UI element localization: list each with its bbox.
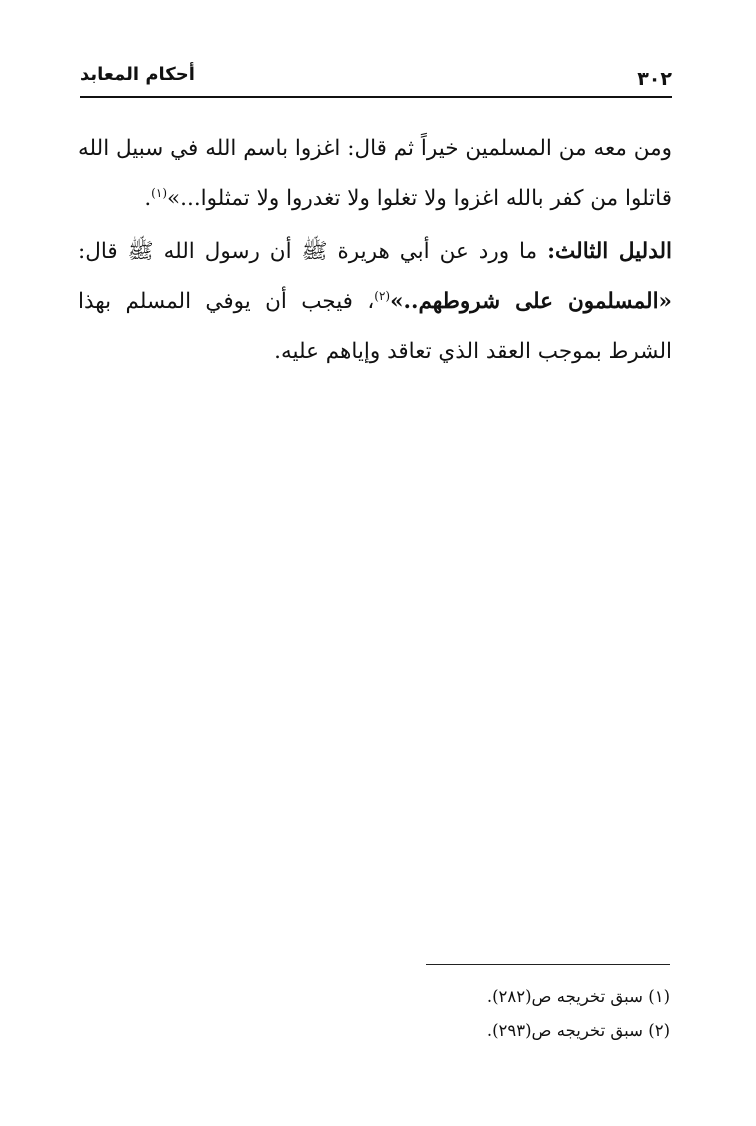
hadith-quote: «المسلمون على شروطهم..»: [390, 289, 672, 314]
footnotes: [300, 980, 670, 1048]
footnote-separator: [426, 964, 670, 965]
paragraph-text: ومن معه من المسلمين خيراً ثم قال: اغزوا باسم الله في سبيل الله قاتلوا من كفر بالله اغزوا ولا تغلوا ولا تغدروا ولا تمثلوا...»: [78, 136, 672, 211]
footnote: [300, 980, 670, 1014]
footnote-ref: (٢): [374, 288, 391, 303]
footnote-ref: (١): [151, 185, 167, 200]
footnote-text: سبق تخريجه ص(٢٩٣).: [486, 1021, 643, 1040]
footnote-text: سبق تخريجه ص(٢٨٢).: [486, 987, 643, 1006]
running-title: أحكام المعابد: [80, 64, 195, 85]
footnote-number: (١): [648, 987, 670, 1006]
paragraph-end: .: [144, 186, 152, 211]
paragraph-text: ما ورد عن أبي هريرة ﷺ أن رسول الله ﷺ قال:: [78, 239, 548, 264]
footnote: [300, 1014, 670, 1048]
section-lead: الدليل الثالث:: [547, 239, 672, 264]
paragraph: [78, 124, 672, 224]
footnote-number: (٢): [648, 1021, 670, 1040]
paragraph: [78, 227, 672, 377]
page-number: ٣٠٢: [637, 68, 672, 90]
paragraph-text-rest: ، فيجب أن يوفي المسلم بهذا الشرط بموجب العقد الذي تعاقد وإياهم عليه.: [78, 289, 672, 364]
main-text: [78, 124, 672, 377]
running-header: [80, 60, 672, 98]
